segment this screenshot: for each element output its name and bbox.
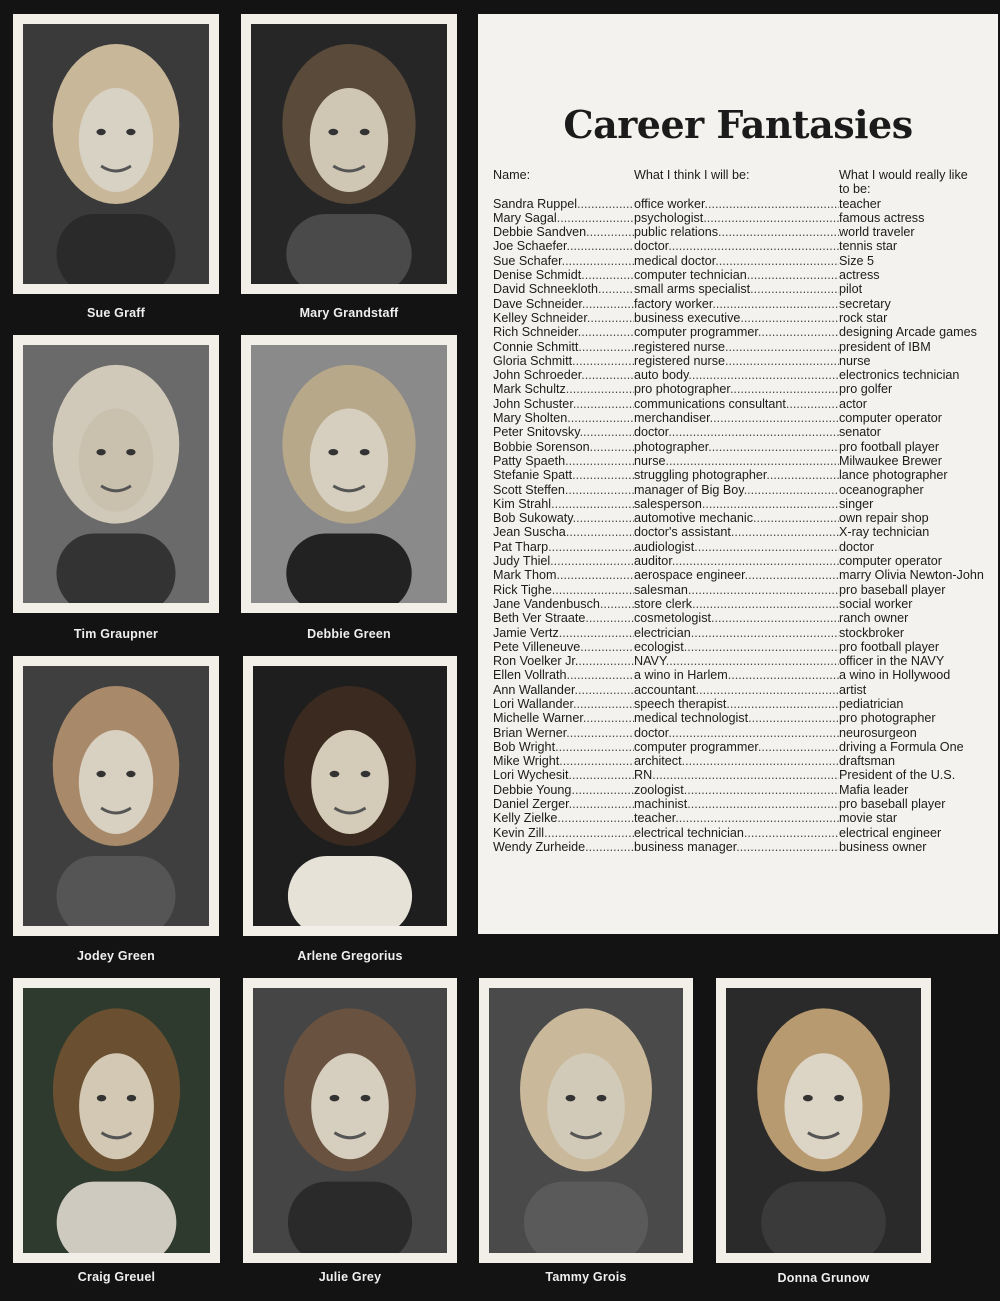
row-think: salesman ..... bbox=[634, 583, 839, 597]
table-row bbox=[493, 340, 993, 354]
row-really: neurosurgeon bbox=[839, 725, 917, 740]
row-think: computer technician ..... bbox=[634, 268, 839, 282]
portrait-photo bbox=[253, 666, 447, 926]
table-row bbox=[493, 197, 993, 211]
row-name: Jean Suscha ..... bbox=[493, 525, 634, 539]
row-name: Peter Snitovsky ..... bbox=[493, 425, 634, 439]
row-name: Mike Wright ..... bbox=[493, 754, 634, 768]
table-row bbox=[493, 454, 993, 468]
row-name: Pete Villeneuve ..... bbox=[493, 640, 634, 654]
row-think: psychologist ..... bbox=[634, 211, 839, 225]
row-name: Denise Schmidt ..... bbox=[493, 268, 634, 282]
table-row bbox=[493, 425, 993, 439]
row-really: rock star bbox=[839, 310, 888, 325]
row-think: electrical technician ..... bbox=[634, 826, 839, 840]
portrait-frame bbox=[243, 656, 457, 936]
table-row bbox=[493, 740, 993, 754]
row-really: pro baseball player bbox=[839, 797, 946, 812]
header-think: What I think I will be: bbox=[634, 168, 750, 182]
row-really: electrical engineer bbox=[839, 825, 942, 840]
table-row bbox=[493, 440, 993, 454]
row-really: stockbroker bbox=[839, 625, 905, 640]
row-name: Gloria Schmitt ..... bbox=[493, 354, 634, 368]
table-row bbox=[493, 354, 993, 368]
row-name: Stefanie Spatt ..... bbox=[493, 468, 634, 482]
row-really: own repair shop bbox=[839, 511, 929, 526]
portrait-photo bbox=[23, 345, 209, 603]
row-really: President of the U.S. bbox=[839, 768, 956, 783]
portrait-image bbox=[253, 666, 447, 926]
row-really: pro baseball player bbox=[839, 582, 946, 597]
row-really: pro golfer bbox=[839, 382, 893, 397]
row-really: doctor bbox=[839, 539, 875, 554]
row-think: registered nurse ..... bbox=[634, 340, 839, 354]
table-row bbox=[493, 325, 993, 339]
table-row bbox=[493, 554, 993, 568]
table-row bbox=[493, 239, 993, 253]
portrait-frame bbox=[13, 14, 219, 294]
row-name: Dave Schneider ..... bbox=[493, 297, 634, 311]
row-name: Daniel Zerger ..... bbox=[493, 797, 634, 811]
row-really: pediatrician bbox=[839, 696, 904, 711]
row-really: X-ray technician bbox=[839, 525, 930, 540]
row-really: electronics technician bbox=[839, 368, 960, 383]
portrait-photo bbox=[23, 24, 209, 284]
table-row bbox=[493, 726, 993, 740]
row-think: struggling photographer ..... bbox=[634, 468, 839, 482]
row-think: medical technologist ..... bbox=[634, 711, 839, 725]
portrait-caption: Tim Graupner bbox=[73, 627, 159, 641]
portrait-image bbox=[489, 988, 683, 1253]
table-row bbox=[493, 211, 993, 225]
row-think: office worker ..... bbox=[634, 197, 839, 211]
row-think: a wino in Harlem ..... bbox=[634, 668, 839, 682]
panel-title: Career Fantasies bbox=[563, 102, 913, 147]
row-name: Mary Sagal ..... bbox=[493, 211, 634, 225]
portrait-frame bbox=[13, 335, 219, 613]
row-think: nurse ..... bbox=[634, 454, 839, 468]
row-think: photographer ..... bbox=[634, 440, 839, 454]
row-really: famous actress bbox=[839, 210, 925, 225]
row-name: Ellen Vollrath ..... bbox=[493, 668, 634, 682]
table-body bbox=[493, 197, 993, 855]
header-really: What I would really like to be: bbox=[839, 168, 968, 197]
portrait-photo bbox=[489, 988, 683, 1253]
table-row bbox=[493, 468, 993, 482]
portrait-frame bbox=[479, 978, 693, 1263]
portrait-frame bbox=[13, 978, 220, 1263]
row-name: Scott Steffen ..... bbox=[493, 483, 634, 497]
table-row bbox=[493, 826, 993, 840]
table-row bbox=[493, 768, 993, 782]
row-really: world traveler bbox=[839, 225, 915, 240]
table-row bbox=[493, 254, 993, 268]
row-think: RN ..... bbox=[634, 768, 839, 782]
row-name: Bobbie Sorenson ..... bbox=[493, 440, 634, 454]
row-name: Rich Schneider ..... bbox=[493, 325, 634, 339]
row-really: driving a Formula One bbox=[839, 739, 964, 754]
row-think: pro photographer ..... bbox=[634, 382, 839, 396]
portrait-caption: Arlene Gregorius bbox=[297, 949, 403, 963]
row-think: speech therapist ..... bbox=[634, 697, 839, 711]
portrait-caption: Donna Grunow bbox=[777, 1271, 870, 1285]
portrait-photo bbox=[251, 345, 447, 603]
row-name: Wendy Zurheide ..... bbox=[493, 840, 634, 854]
row-name: Ron Voelker Jr. ..... bbox=[493, 654, 634, 668]
row-name: Kevin Zill ..... bbox=[493, 826, 634, 840]
row-really: actor bbox=[839, 396, 867, 411]
row-name: John Schuster ..... bbox=[493, 397, 634, 411]
row-name: Michelle Warner ..... bbox=[493, 711, 634, 725]
row-really: oceanographer bbox=[839, 482, 924, 497]
portrait-frame bbox=[13, 656, 219, 936]
row-really: singer bbox=[839, 496, 874, 511]
row-name: Bob Wright ..... bbox=[493, 740, 634, 754]
row-name: Mark Thom ..... bbox=[493, 568, 634, 582]
row-really: artist bbox=[839, 682, 867, 697]
portrait-image bbox=[23, 345, 209, 603]
row-really: computer operator bbox=[839, 554, 942, 569]
row-think: automotive mechanic ..... bbox=[634, 511, 839, 525]
row-think: small arms specialist ..... bbox=[634, 282, 839, 296]
portrait-caption: Craig Greuel bbox=[77, 1270, 156, 1284]
table-row bbox=[493, 382, 993, 396]
row-think: doctor ..... bbox=[634, 239, 839, 253]
row-think: auditor ..... bbox=[634, 554, 839, 568]
row-think: architect ..... bbox=[634, 754, 839, 768]
portrait-caption: Mary Grandstaff bbox=[299, 306, 399, 320]
row-think: accountant ..... bbox=[634, 683, 839, 697]
row-name: Debbie Young ..... bbox=[493, 783, 634, 797]
row-think: machinist ..... bbox=[634, 797, 839, 811]
row-really: Size 5 bbox=[839, 253, 875, 268]
row-really: secretary bbox=[839, 296, 891, 311]
table-row bbox=[493, 311, 993, 325]
table-row bbox=[493, 754, 993, 768]
row-really: draftsman bbox=[839, 754, 895, 769]
header-name: Name: bbox=[493, 168, 531, 182]
row-think: doctor ..... bbox=[634, 726, 839, 740]
portrait-photo bbox=[23, 988, 210, 1253]
row-think: communications consultant ..... bbox=[634, 397, 839, 411]
portrait-image bbox=[253, 988, 447, 1253]
row-name: Jamie Vertz ..... bbox=[493, 626, 634, 640]
row-think: store clerk ..... bbox=[634, 597, 839, 611]
row-name: Bob Sukowaty ..... bbox=[493, 511, 634, 525]
portrait-frame bbox=[716, 978, 931, 1263]
row-name: Debbie Sandven ..... bbox=[493, 225, 634, 239]
row-really: marry Olivia Newton-John bbox=[839, 568, 984, 583]
table-row bbox=[493, 668, 993, 682]
row-really: ranch owner bbox=[839, 611, 909, 626]
portrait-photo bbox=[251, 24, 447, 284]
row-name: Ann Wallander ..... bbox=[493, 683, 634, 697]
row-really: teacher bbox=[839, 196, 882, 211]
table-row bbox=[493, 611, 993, 625]
row-think: doctor's assistant ..... bbox=[634, 525, 839, 539]
row-really: designing Arcade games bbox=[839, 325, 977, 340]
row-think: audiologist ..... bbox=[634, 540, 839, 554]
portrait-frame bbox=[241, 335, 457, 613]
row-name: John Schroeder ..... bbox=[493, 368, 634, 382]
row-think: teacher ..... bbox=[634, 811, 839, 825]
row-think: auto body ..... bbox=[634, 368, 839, 382]
portrait-image bbox=[23, 988, 210, 1253]
row-really: social worker bbox=[839, 596, 913, 611]
table-row bbox=[493, 811, 993, 825]
table-row bbox=[493, 683, 993, 697]
table-row bbox=[493, 297, 993, 311]
row-name: Sandra Ruppel ..... bbox=[493, 197, 634, 211]
row-think: factory worker ..... bbox=[634, 297, 839, 311]
row-name: Kelly Zielke ..... bbox=[493, 811, 634, 825]
row-really: actress bbox=[839, 268, 880, 283]
row-name: Beth Ver Straate ..... bbox=[493, 611, 634, 625]
portrait-image bbox=[251, 24, 447, 284]
row-name: David Schneekloth ..... bbox=[493, 282, 634, 296]
row-think: computer programmer ..... bbox=[634, 325, 839, 339]
portrait-caption: Jodey Green bbox=[77, 949, 155, 963]
row-name: Patty Spaeth ..... bbox=[493, 454, 634, 468]
portrait-image bbox=[726, 988, 921, 1253]
table-row bbox=[493, 797, 993, 811]
row-name: Pat Tharp ..... bbox=[493, 540, 634, 554]
table-row bbox=[493, 497, 993, 511]
row-think: merchandiser ..... bbox=[634, 411, 839, 425]
row-think: manager of Big Boy ..... bbox=[634, 483, 839, 497]
row-really: movie star bbox=[839, 811, 898, 826]
row-really: a wino in Hollywood bbox=[839, 668, 951, 683]
row-really: senator bbox=[839, 425, 882, 440]
career-fantasies-panel bbox=[478, 14, 998, 934]
row-name: Connie Schmitt ..... bbox=[493, 340, 634, 354]
table-row bbox=[493, 597, 993, 611]
table-row bbox=[493, 654, 993, 668]
row-think: zoologist ..... bbox=[634, 783, 839, 797]
row-think: electrician ..... bbox=[634, 626, 839, 640]
row-think: NAVY ..... bbox=[634, 654, 839, 668]
portrait-caption: Sue Graff bbox=[86, 306, 146, 320]
row-name: Judy Thiel ..... bbox=[493, 554, 634, 568]
row-think: business manager ..... bbox=[634, 840, 839, 854]
row-name: Mark Schultz ..... bbox=[493, 382, 634, 396]
row-name: Rick Tighe ..... bbox=[493, 583, 634, 597]
row-really: Milwaukee Brewer bbox=[839, 453, 942, 468]
portrait-photo bbox=[253, 988, 447, 1253]
row-really: pro photographer bbox=[839, 711, 936, 726]
portrait-image bbox=[23, 24, 209, 284]
row-really: Mafia leader bbox=[839, 782, 909, 797]
row-really: president of IBM bbox=[839, 339, 931, 354]
table-row bbox=[493, 540, 993, 554]
row-think: doctor ..... bbox=[634, 425, 839, 439]
row-really: business owner bbox=[839, 839, 927, 854]
row-really: pilot bbox=[839, 282, 863, 297]
row-name: Kelley Schneider ..... bbox=[493, 311, 634, 325]
row-really: computer operator bbox=[839, 411, 942, 426]
row-think: registered nurse ..... bbox=[634, 354, 839, 368]
row-think: medical doctor ..... bbox=[634, 254, 839, 268]
row-really: officer in the NAVY bbox=[839, 654, 945, 669]
table-row bbox=[493, 626, 993, 640]
table-row bbox=[493, 282, 993, 296]
table-row bbox=[493, 511, 993, 525]
table-row bbox=[493, 368, 993, 382]
row-name: Sue Schafer ..... bbox=[493, 254, 634, 268]
row-name: Brian Werner ..... bbox=[493, 726, 634, 740]
table-row bbox=[493, 711, 993, 725]
row-think: computer programmer ..... bbox=[634, 740, 839, 754]
table-row bbox=[493, 583, 993, 597]
table-header bbox=[493, 168, 993, 197]
table-row bbox=[493, 783, 993, 797]
row-think: aerospace engineer ..... bbox=[634, 568, 839, 582]
table-row bbox=[493, 640, 993, 654]
table-row bbox=[493, 225, 993, 239]
portrait-photo bbox=[23, 666, 209, 926]
table-row bbox=[493, 525, 993, 539]
portrait-image bbox=[251, 345, 447, 603]
row-name: Jane Vandenbusch ..... bbox=[493, 597, 634, 611]
table-row bbox=[493, 397, 993, 411]
table-row bbox=[493, 697, 993, 711]
row-think: business executive ..... bbox=[634, 311, 839, 325]
row-think: public relations ..... bbox=[634, 225, 839, 239]
row-name: Mary Sholten ..... bbox=[493, 411, 634, 425]
row-name: Kim Strahl ..... bbox=[493, 497, 634, 511]
table-row bbox=[493, 411, 993, 425]
table-row bbox=[493, 483, 993, 497]
table-row bbox=[493, 568, 993, 582]
row-think: cosmetologist ..... bbox=[634, 611, 839, 625]
row-think: salesperson ..... bbox=[634, 497, 839, 511]
row-name: Lori Wychesit ..... bbox=[493, 768, 634, 782]
table-row bbox=[493, 268, 993, 282]
row-really: pro football player bbox=[839, 639, 940, 654]
row-really: pro football player bbox=[839, 439, 940, 454]
row-think: ecologist ..... bbox=[634, 640, 839, 654]
row-really: nurse bbox=[839, 353, 871, 368]
table-row bbox=[493, 840, 993, 854]
portrait-image bbox=[23, 666, 209, 926]
portrait-photo bbox=[726, 988, 921, 1253]
row-name: Joe Schaefer ..... bbox=[493, 239, 634, 253]
portrait-frame bbox=[243, 978, 457, 1263]
portrait-caption: Debbie Green bbox=[307, 627, 391, 641]
row-really: tennis star bbox=[839, 239, 898, 254]
row-name: Lori Wallander ..... bbox=[493, 697, 634, 711]
portrait-frame bbox=[241, 14, 457, 294]
career-table bbox=[493, 168, 993, 854]
row-really: lance photographer bbox=[839, 468, 948, 483]
portrait-caption: Tammy Grois bbox=[545, 1270, 627, 1284]
portrait-caption: Julie Grey bbox=[318, 1270, 382, 1284]
